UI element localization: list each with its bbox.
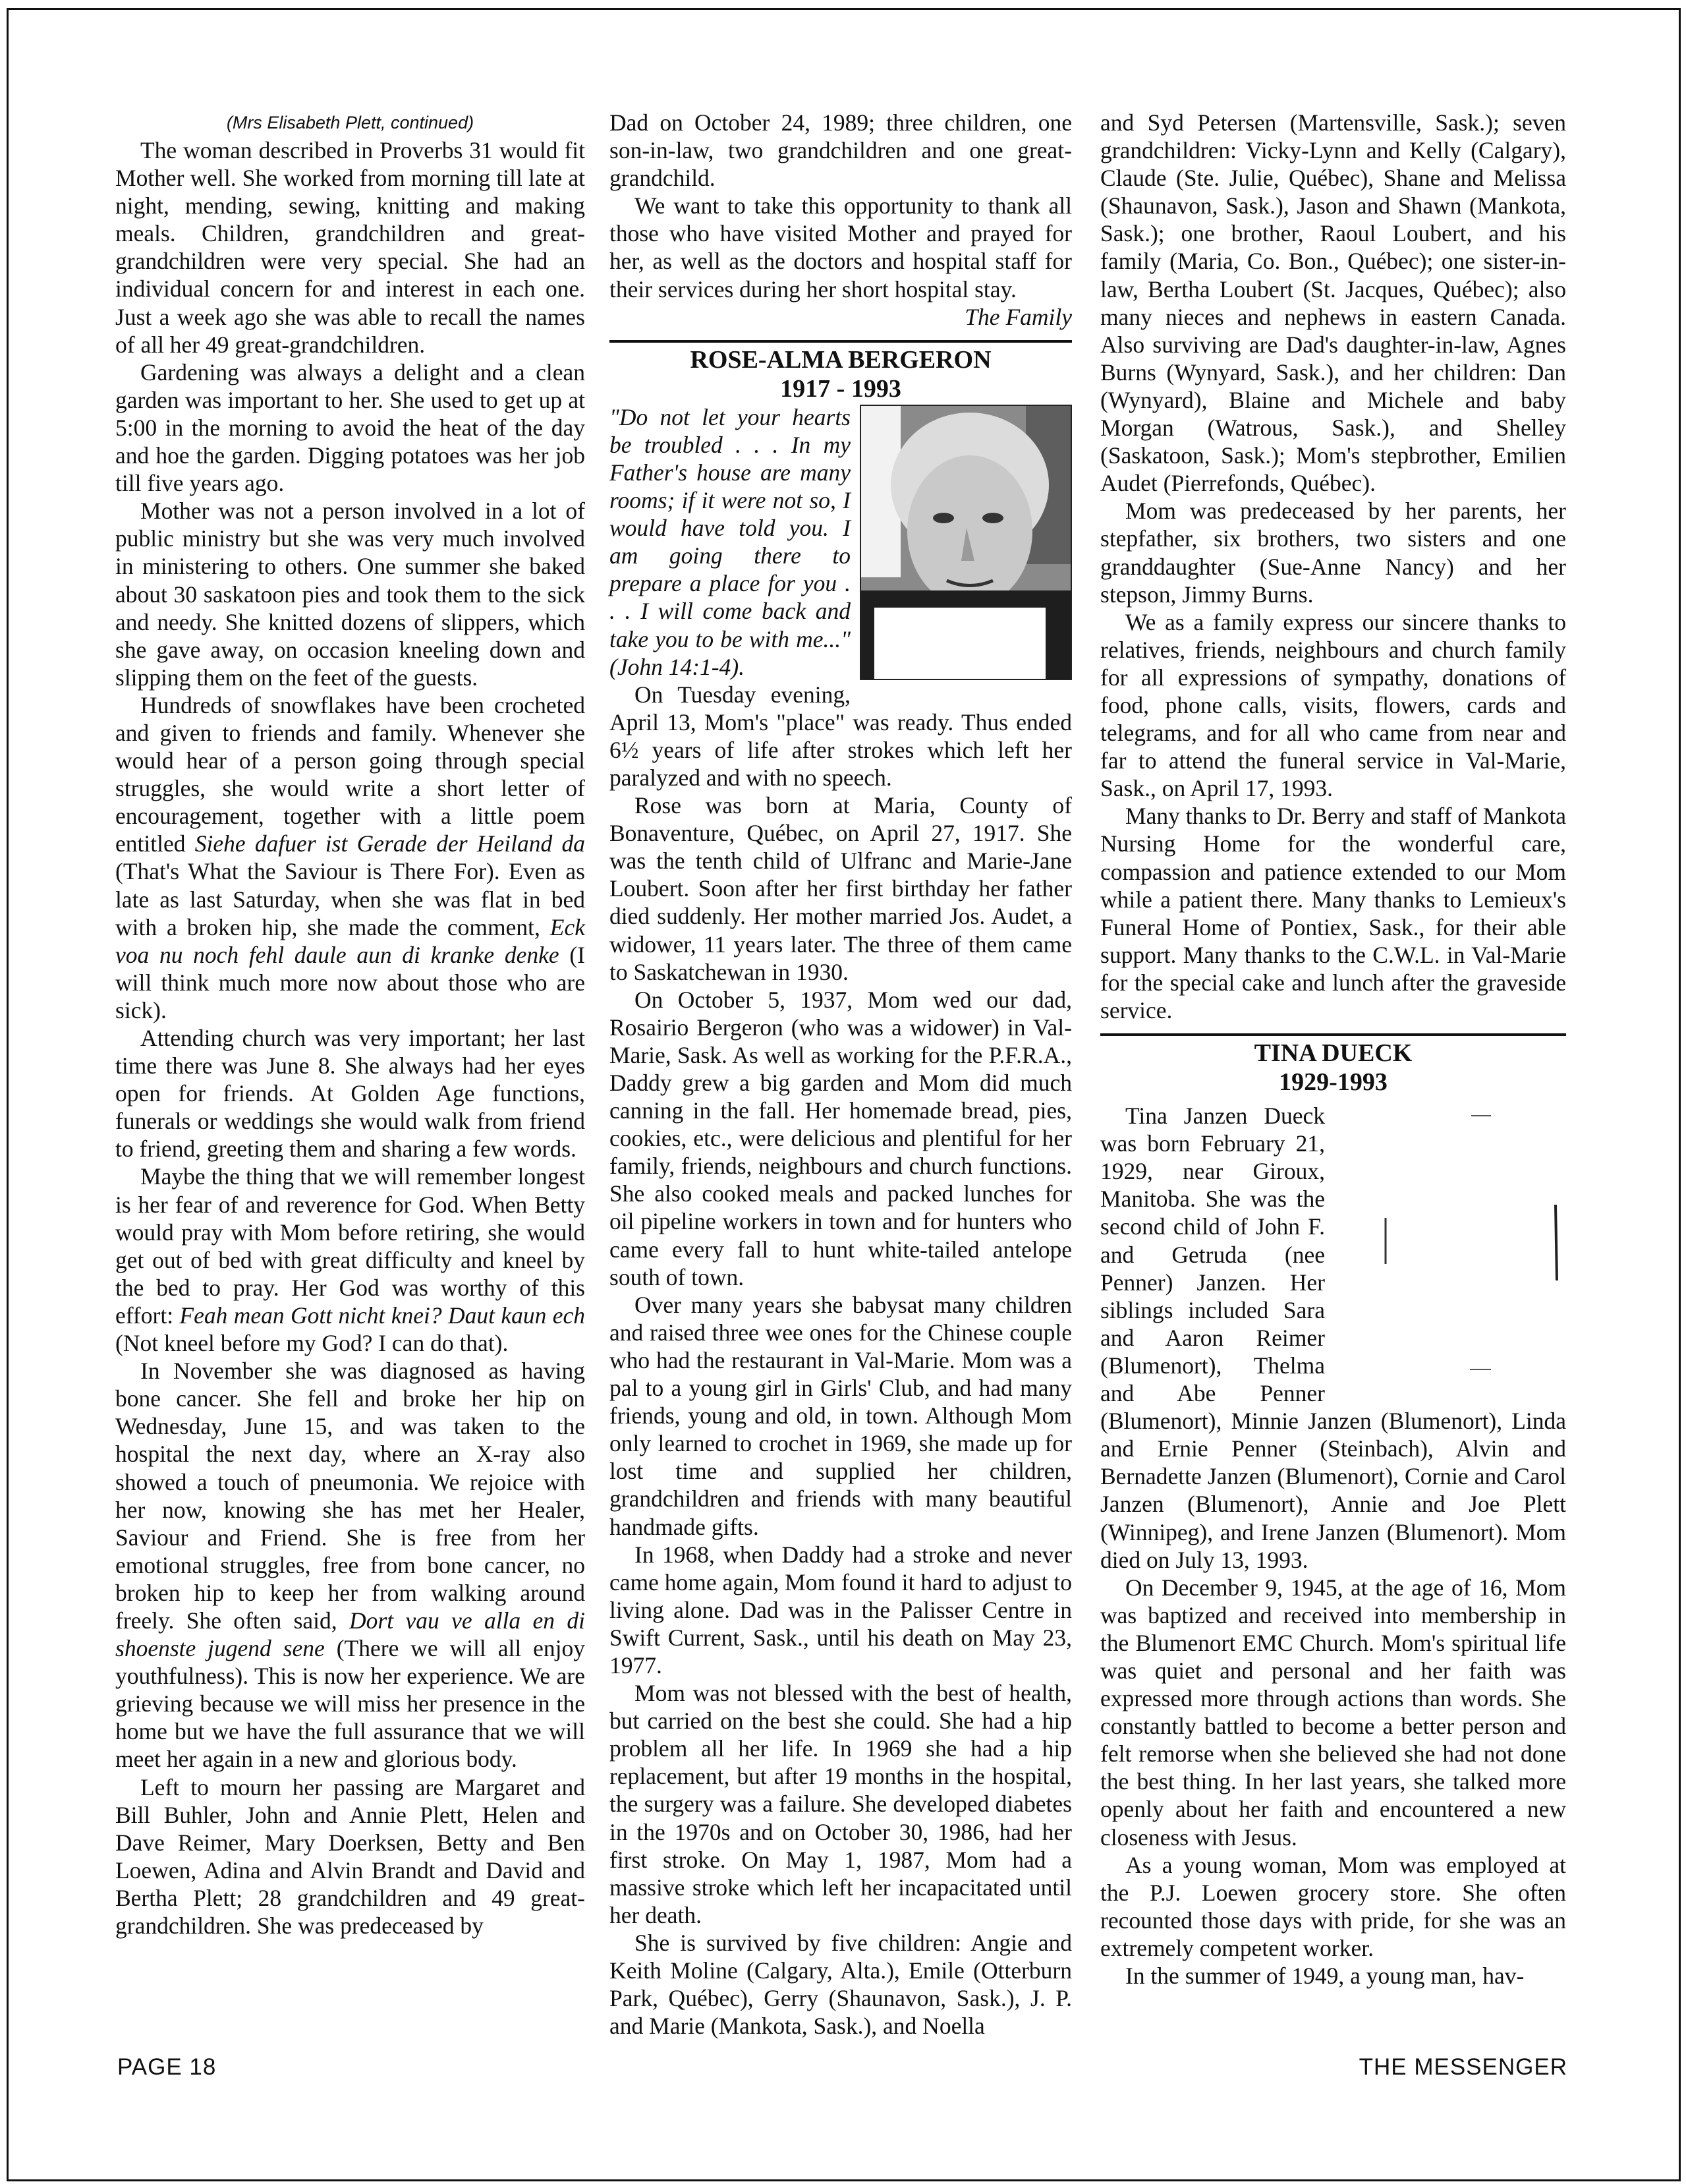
text-run: (That's What the Saviour is There For). Even as late as last Saturday, when she was flat in bed with a broken hip, she made the comment, — [115, 858, 585, 940]
paragraph: Left to mourn her passing are Margaret and Bill Buhler, John and Annie Plett, Helen and Dave Reimer, Mary Doerksen, Betty and Ben Loewen, Adina and Alvin Brandt and David and Bertha Plett; 28 grandchildren and 49 great-grandchildren. She was predeceased by — [115, 1773, 585, 1939]
paragraph: She is survived by five children: Angie and Keith Moline (Calgary, Alta.), Emile (Otterburn Park, Québec), Gerry (Shaunavon, Sask.), J. P. and Marie (Mankota, Sask.), and Noella — [609, 1929, 1072, 2040]
paragraph — [115, 1357, 585, 1773]
portrait-photo — [860, 405, 1072, 680]
column-1 — [115, 109, 585, 1940]
paragraph: Mother was not a person involved in a lot of public ministry but she was very much involved in ministering to others. One summer she baked about 30 saskatoon pies and took them to the sick and needy. She knitted dozens of slippers, which she gave away, on occasion kneeling down and slipping them on the feet of the guests. — [115, 498, 585, 691]
paragraph: Mom was not blessed with the best of health, but carried on the best she could. She had a hip problem all her life. In 1969 she had a hip replacement, but after 19 months in the hospital, the surgery was a failure. She developed diabetes in the 1970s and on October 30, 1986, had her first stroke. On May 1, 1987, Mom had a massive stroke which left her incapacitated until her death. — [609, 1680, 1072, 1928]
obituary-years: 1929-1993 — [1279, 1068, 1388, 1097]
paragraph: Gardening was always a delight and a clean garden was important to her. She used to get up at 5:00 in the morning to avoid the heat of the day and hoe the garden. Digging potatoes was her job till five years ago. — [115, 359, 585, 497]
quote-text: "Do not let your hearts be troubled . . . In my Father's house are many rooms; if it were not so, I would have told you. I am going there to prepare a place for you . . . I will come back and take you to be with me..." (John 14:1-4). — [609, 403, 851, 680]
signature: The Family — [965, 303, 1072, 330]
column-3 — [1100, 109, 1566, 1990]
italic-phrase: Eck voa nu noch fehl daule aun di kranke denke — [115, 913, 585, 968]
publication-name: THE MESSENGER — [1359, 2054, 1567, 2080]
paragraph: In the summer of 1949, a young man, hav- — [1125, 1963, 1525, 1989]
italic-phrase: Dort vau ve alla en di shoenste jugend sene — [115, 1607, 586, 1662]
column-2 — [609, 109, 1072, 2040]
paragraph: Dad on October 24, 1989; three children, one son-in-law, two grandchildren and one great-grandchild. — [609, 109, 1072, 192]
section-divider — [609, 340, 1072, 343]
photo-placeholder — [1334, 1106, 1566, 1376]
text-run: Maybe the thing that we will remember longest is her fear of and reverence for God. When Betty would pray with Mom before retiring, she would get out of bed with great difficulty and kneel by the bed to pray. Her God was worthy of this effort: — [115, 1163, 585, 1329]
paragraph: Attending church was very important; her last time there was June 8. She always had her eyes open for friends. At Golden Age functions, funerals or weddings she would walk from friend to friend, greeting them and sharing a few words. — [115, 1025, 585, 1163]
text-run: We want to take this opportunity to thank all those who have visited Mother and prayed for her, as well as the doctors and hospital staff for their services during her short hospital stay. — [609, 192, 1072, 302]
italic-phrase: Siehe dafuer ist Gerade der Heiland da — [194, 830, 585, 857]
paragraph: On October 5, 1937, Mom wed our dad, Rosairio Bergeron (who was a widower) in Val-Marie, Sask. As well as working for the P.F.R.A., Daddy grew a big garden and Mom did much canning in the fall. Her homemade bread, pies, cookies, etc., were delicious and plentiful for her family, friends, neighbours and church functions. She also cooked meals and packed lunches for oil pipeline workers in town and for hunters who came every fall to hunt white-tailed antelope south of town. — [609, 986, 1072, 1290]
italic-phrase: Feah mean Gott nicht knei? Daut kaun ech — [179, 1302, 586, 1329]
paragraph-text: Tina Janzen Dueck was born February 21, 1929, near Giroux, Manitoba. She was the second child of John F. and Getruda (nee Penner) Janzen. Her siblings included Sara and Aaron Reimer (Blumenort), Thelma and Abe Penner (Blumenort), Minnie Janzen (Blumenort), Linda and Ernie Penner (Steinbach), Alvin and Bernadette Janzen (Blumenort), Cornie and Carol Janzen (Blumenort), Annie and Joe Plett (Winnipeg), and Irene Janzen (Blumenort). Mom died on July 13, 1993. — [1100, 1103, 1566, 1573]
paragraph: On Tuesday evening, April 13, Mom's "place" was ready. Thus ended 6½ years of life after strokes which left her paralyzed and with no speech. — [609, 681, 1072, 791]
paragraph: On December 9, 1945, at the age of 16, Mom was baptized and received into membership in the Blumenort EMC Church. Mom's spiritual life was quiet and personal and her faith was expressed more through actions than words. She constantly battled to become a better person and felt remorse when she believed she had not done the best thing. In her last years, she talked more openly about her faith and encountered a new closeness with Jesus. — [1100, 1574, 1566, 1851]
paragraph — [609, 192, 1072, 330]
text-run: (Not kneel before my God? I can do that). — [115, 1330, 509, 1357]
portrait-image — [861, 406, 1071, 679]
obituary-name: ROSE-ALMA BERGERON — [690, 345, 992, 374]
paragraph: In 1968, when Daddy had a stroke and never came home again, Mom found it hard to adjust to living alone. Dad was in the Palisser Centre in Swift Current, Sask., until his death on May 23, 1977. — [609, 1541, 1072, 1679]
paragraph: As a young woman, Mom was employed at the P.J. Loewen grocery store. She often recounted those days with pride, for she was an extremely competent worker. — [1100, 1851, 1566, 1961]
text-run: Hundreds of snowflakes have been crocheted and given to friends and family. Whenever she would hear of a person going through special struggles, she would write a short letter of encouragement, together with a little poem entitled — [115, 691, 585, 857]
continued-label: (Mrs Elisabeth Plett, continued) — [226, 113, 474, 132]
paragraph: Rose was born at Maria, County of Bonaventure, Québec, on April 27, 1917. She was the tenth child of Ulfranc and Marie-Jane Loubert. Soon after her first birthday her father died suddenly. Her mother married Jos. Audet, a widower, 11 years later. The three of them came to Saskatchewan in 1930. — [609, 792, 1072, 985]
text-run: (I will think much more now about those who are sick). — [115, 941, 585, 1023]
paragraph — [115, 1163, 585, 1357]
obituary-name: TINA DUECK — [1254, 1039, 1413, 1068]
paragraph: Over many years she babysat many children and raised three wee ones for the Chinese couple who had the restaurant in Val-Marie. Mom was a pal to a young girl in Girls' Club, and had many friends, young and old, in town. Although Mom only learned to crochet in 1969, she made up for lost time and supplied her children, grandchildren and friends with many beautiful handmade gifts. — [609, 1291, 1072, 1540]
paragraph: Many thanks to Dr. Berry and staff of Mankota Nursing Home for the wonderful care, compassion and patience extended to our Mom while a patient there. Many thanks to Lemieux's Funeral Home of Pontiex, Sask., for their able support. Many thanks to the C.W.L. in Val-Marie for the special cake and lunch after the graveside service. — [1100, 803, 1566, 1023]
page-number: PAGE 18 — [117, 2054, 217, 2080]
photo-marks — [1359, 1106, 1591, 1376]
paragraph — [1100, 1102, 1566, 1574]
paragraph: We as a family express our sincere thanks to relatives, friends, neighbours and church family for all expressions of sympathy, donations of food, phone calls, visits, flowers, cards and telegrams, and for all who came from near and far to attend the funeral service in Val-Marie, Sask., on April 17, 1993. — [1100, 608, 1566, 802]
section-divider — [1100, 1033, 1566, 1036]
paragraph: The woman described in Proverbs 31 would fit Mother well. She worked from morning till late at night, mending, sewing, knitting and making meals. Children, grandchildren and great-grandchildren were very special. She had an individual concern for and interest in each one. Just a week ago she was able to recall the names of all her 49 great-grandchildren. — [115, 137, 585, 358]
text-run: In November she was diagnosed as having bone cancer. She fell and broke her hip on Wednesday, June 15, and was taken to the hospital the next day, where an X-ray also showed a touch of pneumonia. We rejoice with her now, knowing she has met her Healer, Saviour and Friend. She is free from her emotional struggles, free from bone cancer, no broken hip to keep her from walking around freely. She often said, — [115, 1358, 585, 1634]
obituary-years: 1917 - 1993 — [780, 374, 901, 403]
text-run: (There we will all enjoy youthfulness). This is now her experience. We are grieving because we will miss her presence in the home but we have the full assurance that we will meet her again in a new and glorious body. — [115, 1635, 585, 1773]
paragraph: Mom was predeceased by her parents, her stepfather, six brothers, two sisters and one granddaughter (Sue-Anne Nancy) and her stepson, Jimmy Burns. — [1100, 498, 1566, 608]
paragraph — [115, 691, 585, 1024]
scripture-quote — [609, 403, 1072, 681]
paragraph: and Syd Petersen (Martensville, Sask.); seven grandchildren: Vicky-Lynn and Kelly (Calgary), Claude (Ste. Julie, Québec), Shane and Melissa (Shaunavon, Sask.), Jason and Shawn (Mankota, Sask.); one brother, Raoul Loubert, and his family (Maria, Co. Bon., Québec); one sister-in-law, Bertha Loubert (St. Jacques, Québec); also many nieces and nephews in eastern Canada. Also surviving are Dad's daughter-in-law, Agnes Burns (Wynyard, Sask.), and her children: Dan (Wynyard), Blaine and Michele and baby Morgan (Watrous, Sask.), and Shelley (Saskatoon, Sask.); Mom's stepbrother, Emilien Audet (Pierrefonds, Québec). — [1100, 109, 1566, 497]
